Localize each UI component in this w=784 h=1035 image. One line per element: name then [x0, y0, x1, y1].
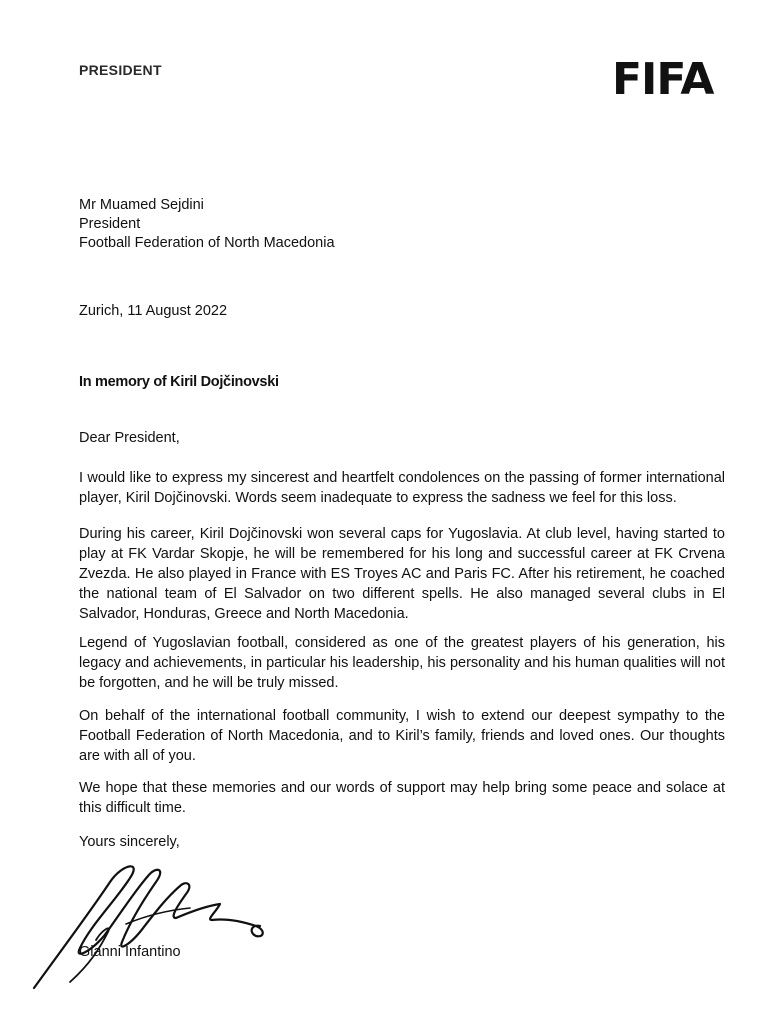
fifa-logo: FIFA: [612, 54, 714, 105]
body-paragraph-5: We hope that these memories and our words of support may help bring some peace and solace at this difficult time.: [79, 780, 725, 816]
signer-name: Gianni Infantino: [79, 944, 181, 960]
handwritten-signature: [30, 852, 280, 992]
recipient-organization: Football Federation of North Macedonia: [79, 235, 335, 251]
letter-date: Zurich, 11 August 2022: [79, 303, 228, 319]
recipient-address-block: [79, 196, 335, 253]
closing: Yours sincerely,: [79, 834, 180, 850]
salutation: Dear President,: [79, 430, 180, 446]
recipient-title: President: [79, 216, 141, 232]
body-paragraph-1: I would like to express my sincerest and heartfelt condolences on the passing of former international player, Kiril Dojčinovski. Words seem inadequate to express the sadness we feel for this loss.: [79, 470, 725, 506]
body-paragraph-2: During his career, Kiril Dojčinovski won several caps for Yugoslavia. At club level, having started to play at FK Vardar Skopje, he will be remembered for his long and successful career at FK Crvena Zvezda. He also played in France with ES Troyes AC and Paris FC. After his retirement, he coached the national team of El Salvador on two different spells. He also managed several clubs in El Salvador, Honduras, Greece and North Macedonia.: [79, 526, 725, 622]
letter-subject: In memory of Kiril Dojčinovski: [79, 374, 279, 390]
letterhead-president-label: PRESIDENT: [79, 62, 162, 78]
recipient-name: Mr Muamed Sejdini: [79, 197, 204, 213]
body-paragraph-3: Legend of Yugoslavian football, considered as one of the greatest players of his generation, his legacy and achievements, in particular his leadership, his personality and his human qualities will not be forgotten, and he will be truly missed.: [79, 635, 725, 691]
body-paragraph-4: On behalf of the international football community, I wish to extend our deepest sympathy to the Football Federation of North Macedonia, and to Kiril’s family, friends and loved ones. Our thoughts are with all of you.: [79, 708, 725, 764]
